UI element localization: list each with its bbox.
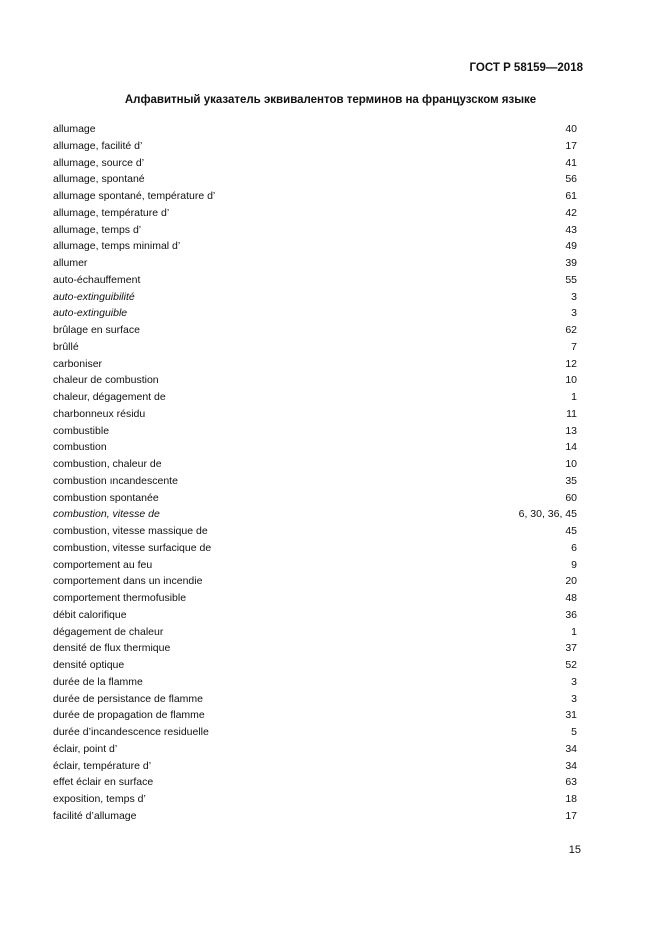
index-entry: [53, 774, 577, 791]
index-reference: 55: [565, 273, 577, 286]
index-reference: 9: [571, 558, 577, 571]
index-entry: [53, 238, 577, 255]
index-term: chaleur, dégagement de: [53, 391, 166, 403]
index-reference: 56: [565, 173, 577, 186]
index-entry: [53, 322, 577, 339]
index-entry: [53, 808, 577, 825]
index-reference: 41: [565, 156, 577, 169]
index-entry: [53, 707, 577, 724]
index-reference: 48: [565, 592, 577, 604]
index-reference: 34: [565, 759, 577, 772]
index-reference: 14: [565, 441, 577, 454]
index-entry: [53, 607, 577, 624]
index-entry: [53, 389, 577, 406]
index-term: auto-extinguibilité: [53, 290, 135, 303]
index-reference: 49: [565, 240, 577, 253]
index-reference: 43: [565, 223, 577, 236]
index-reference: 20: [565, 575, 577, 588]
index-reference: 52: [565, 659, 577, 671]
index-term: éclair, température d’: [53, 759, 152, 772]
index-entry: [53, 674, 577, 691]
index-reference: 18: [565, 793, 577, 805]
index-term: densité optique: [53, 659, 125, 671]
index-term: charbonneux résidu: [53, 407, 146, 420]
index-reference: 11: [566, 407, 577, 420]
index-term: combustion, vitesse massique de: [53, 525, 208, 537]
index-entry: [53, 724, 577, 741]
index-term: comportement thermofusible: [53, 592, 187, 604]
index-reference: 62: [565, 324, 577, 336]
index-entry: [53, 590, 577, 607]
index-term: allumage, spontané: [53, 173, 145, 186]
index-term: carboniser: [53, 357, 103, 370]
index-reference: 3: [571, 675, 577, 688]
index-reference: 6: [571, 541, 577, 554]
index-reference: 40: [565, 123, 577, 135]
index-reference: 42: [565, 206, 577, 219]
index-entry: [53, 289, 577, 306]
index-entry: [53, 372, 577, 389]
index-term: facilité d’allumage: [53, 809, 137, 822]
index-term: combustible: [53, 424, 110, 437]
index-term: éclair, point d’: [53, 742, 118, 755]
index-term: durée de propagation de flamme: [53, 709, 205, 722]
index-entry: [53, 188, 577, 205]
index-entry: [53, 121, 577, 138]
index-term: chaleur de combustion: [53, 374, 159, 387]
index-entry: [53, 624, 577, 641]
index-term: durée d’incandescence residuelle: [53, 726, 209, 738]
index-entry: [53, 640, 577, 657]
term-index: [53, 121, 577, 825]
index-entry: [53, 138, 577, 155]
index-term: combustion ıncandescente: [53, 474, 178, 487]
index-entry: [53, 222, 577, 239]
index-title: Алфавитный указатель эквивалентов терминов на французском языке: [124, 94, 537, 106]
index-term: comportement dans un incendie: [53, 575, 203, 588]
index-term: allumage spontané, température d’: [53, 190, 216, 202]
index-term: auto-extinguible: [53, 307, 128, 320]
index-entry: [53, 205, 577, 222]
index-reference: 31: [565, 709, 577, 722]
index-entry: [53, 255, 577, 272]
index-reference: 1: [571, 391, 577, 403]
index-reference: 35: [565, 474, 577, 487]
index-term: allumage, temps d’: [53, 223, 142, 236]
index-reference: 36: [565, 608, 577, 621]
index-reference: 7: [571, 340, 577, 353]
index-term: exposition, temps d’: [53, 793, 146, 805]
index-reference: 12: [565, 357, 577, 370]
index-reference: 60: [565, 491, 577, 504]
document-header: ГОСТ Р 58159—2018: [469, 62, 583, 74]
index-term: combustion, vitesse surfacique de: [53, 541, 212, 554]
index-reference: 5: [571, 726, 577, 738]
index-entry: [53, 339, 577, 356]
index-entry: [53, 456, 577, 473]
index-term: allumage: [53, 123, 96, 135]
index-reference: 61: [565, 190, 577, 202]
index-entry: [53, 791, 577, 808]
page-number: 15: [568, 844, 581, 856]
index-term: dégagement de chaleur: [53, 625, 164, 638]
index-entry: [53, 657, 577, 674]
index-term: allumage, facilité d’: [53, 139, 143, 152]
index-term: combustion, chaleur de: [53, 458, 162, 470]
index-entry: [53, 356, 577, 373]
index-reference: 39: [565, 257, 577, 269]
index-entry: [53, 171, 577, 188]
index-reference: 10: [565, 458, 577, 470]
index-term: comportement au feu: [53, 558, 153, 571]
index-term: allumage, source d’: [53, 156, 145, 169]
index-term: brûlage en surface: [53, 324, 140, 336]
index-reference: 1: [571, 625, 577, 638]
index-entry: [53, 758, 577, 775]
index-entry: [53, 439, 577, 456]
index-reference: 17: [565, 809, 577, 822]
index-entry: [53, 155, 577, 172]
index-reference: 3: [571, 307, 577, 320]
index-entry: [53, 523, 577, 540]
index-term: débit calorifique: [53, 608, 127, 621]
index-reference: 6, 30, 36, 45: [518, 508, 577, 521]
index-entry: [53, 305, 577, 322]
index-reference: 17: [565, 139, 577, 152]
index-reference: 3: [571, 290, 577, 303]
index-reference: 34: [565, 742, 577, 755]
index-reference: 3: [571, 692, 577, 705]
index-term: effet éclair en surface: [53, 776, 154, 789]
index-term: brûllé: [53, 340, 79, 353]
index-entry: [53, 406, 577, 423]
index-term: durée de la flamme: [53, 675, 143, 688]
index-entry: [53, 473, 577, 490]
index-term: durée de persistance de flamme: [53, 692, 203, 705]
index-entry: [53, 540, 577, 557]
index-term: combustion, vitesse de: [53, 508, 160, 521]
index-reference: 10: [565, 374, 577, 387]
index-term: auto-échauffement: [53, 273, 141, 286]
index-entry: [53, 691, 577, 708]
index-term: allumage, temps minimal d’: [53, 240, 181, 253]
index-entry: [53, 573, 577, 590]
index-term: densité de flux thermique: [53, 642, 171, 655]
index-term: combustion: [53, 441, 107, 454]
index-reference: 45: [565, 525, 577, 537]
index-reference: 63: [565, 776, 577, 789]
index-entry: [53, 741, 577, 758]
index-entry: [53, 506, 577, 523]
index-reference: 37: [565, 642, 577, 655]
index-term: allumage, température d’: [53, 206, 170, 219]
index-reference: 13: [565, 424, 577, 437]
index-entry: [53, 272, 577, 289]
index-term: allumer: [53, 257, 88, 269]
index-term: combustion spontanée: [53, 491, 159, 504]
index-entry: [53, 557, 577, 574]
index-entry: [53, 490, 577, 507]
index-entry: [53, 423, 577, 440]
